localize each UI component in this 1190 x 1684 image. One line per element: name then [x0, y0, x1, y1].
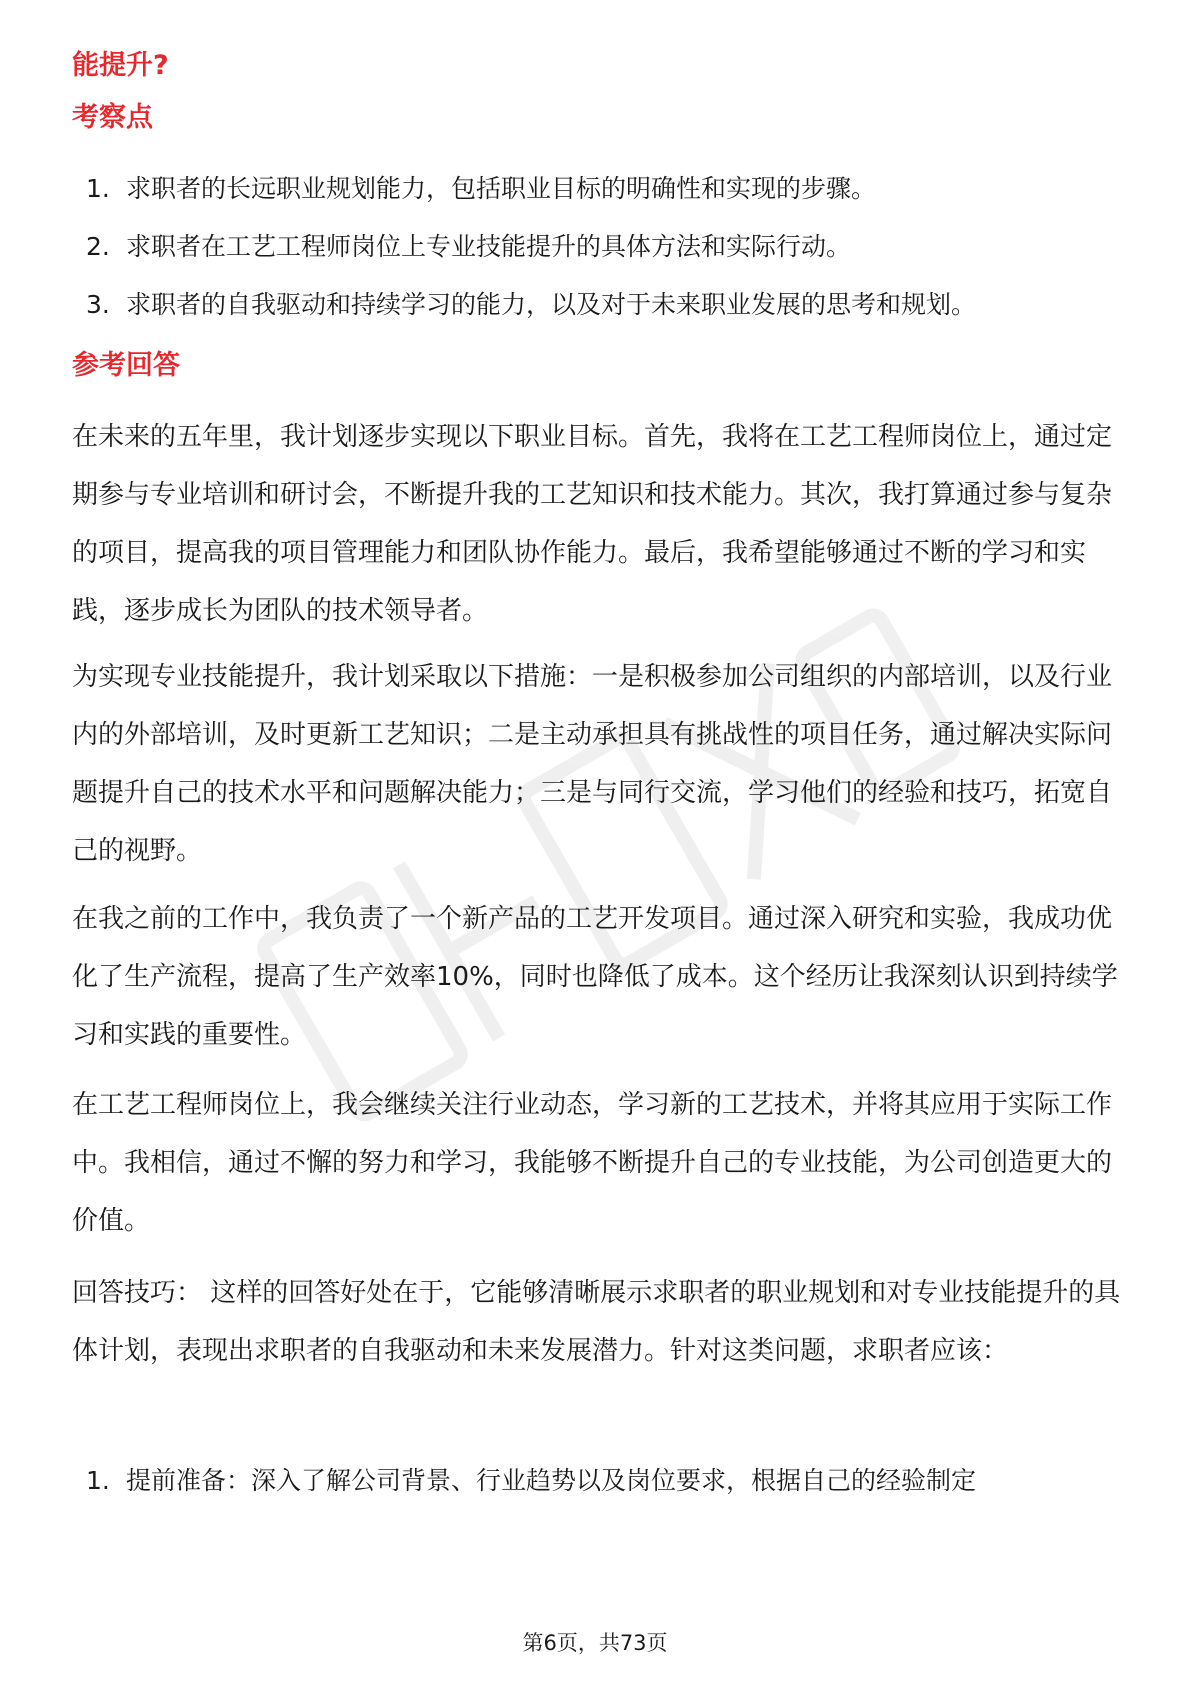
list-item-text: 求职者在工艺工程师岗位上专业技能提升的具体方法和实际行动。 [126, 232, 852, 261]
section-title-points: 考察点 [72, 102, 153, 133]
list-item-number: 1. [86, 174, 110, 203]
answer-paragraph: 在我之前的工作中，我负责了一个新产品的工艺开发项目。通过深入研究和实验，我成功优化了生产流程，提高了生产效率10%，同时也降低了成本。这个经历让我深刻认识到持续学习和实践的重要性。 [72, 904, 1118, 1050]
list-item-text: 求职者的自我驱动和持续学习的能力，以及对于未来职业发展的思考和规划。 [126, 290, 977, 319]
list-item-text: 提前准备：深入了解公司背景、行业趋势以及岗位要求，根据自己的经验制定 [126, 1466, 977, 1495]
list-item-number: 3. [86, 290, 110, 319]
answer-paragraph: 在未来的五年里，我计划逐步实现以下职业目标。首先，我将在工艺工程师岗位上，通过定期参与专业培训和研讨会，不断提升我的工艺知识和技术能力。其次，我打算通过参与复杂的项目，提高我的项目管理能力和团队协作能力。最后，我希望能够通过不断的学习和实践，逐步成长为团队的技术领导者。 [72, 422, 1113, 626]
section-title-answer: 参考回答 [72, 350, 180, 381]
tips-intro-paragraph: 回答技巧： 这样的回答好处在于，它能够清晰展示求职者的职业规划和对专业技能提升的具体计划，表现出求职者的自我驱动和未来发展潜力。针对这类问题，求职者应该： [72, 1278, 1121, 1366]
answer-paragraph: 为实现专业技能提升，我计划采取以下措施：一是积极参加公司组织的内部培训，以及行业内的外部培训，及时更新工艺知识；二是主动承担具有挑战性的项目任务，通过解决实际问题提升自己的技术水平和问题解决能力；三是与同行交流，学习他们的经验和技巧，拓宽自己的视野。 [72, 662, 1113, 866]
list-item-text: 求职者的长远职业规划能力，包括职业目标的明确性和实现的步骤。 [126, 174, 877, 203]
list-item-number: 1. [86, 1466, 110, 1495]
list-item [72, 218, 1132, 276]
list-item [72, 276, 1132, 334]
points-list [72, 160, 1132, 334]
page-number-footer: 第6页，共73页 [522, 1631, 668, 1655]
answer-paragraph: 在工艺工程师岗位上，我会继续关注行业动态，学习新的工艺技术，并将其应用于实际工作中。我相信，通过不懈的努力和学习，我能够不断提升自己的专业技能，为公司创造更大的价值。 [72, 1090, 1113, 1236]
list-item [72, 160, 1132, 218]
list-item [72, 1452, 1132, 1510]
tips-list [72, 1452, 1132, 1510]
question-heading-tail: 能提升? [72, 50, 169, 81]
list-item-number: 2. [86, 232, 110, 261]
